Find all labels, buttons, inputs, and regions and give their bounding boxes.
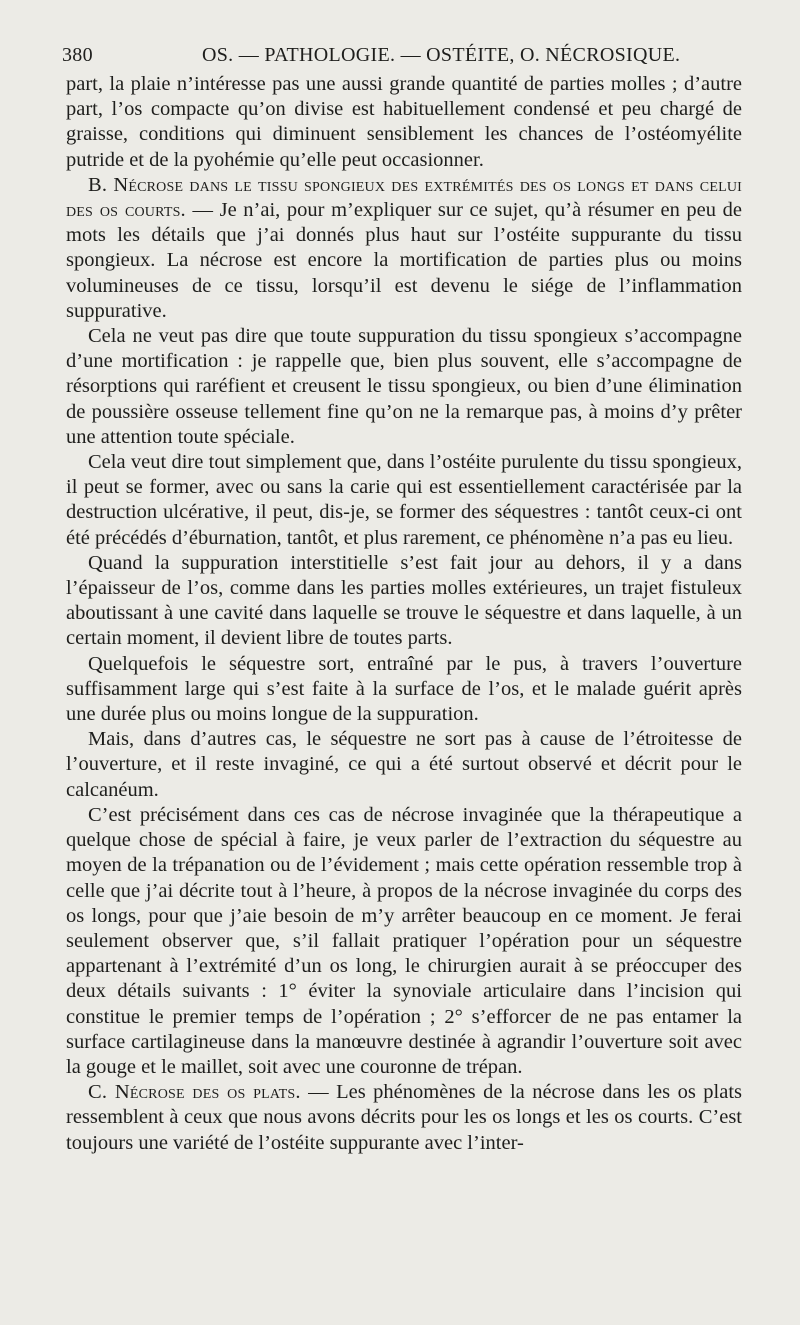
- section-b-paragraph: [66, 173, 742, 324]
- paragraph: Cela veut dire tout simplement que, dans l’ostéite purulente du tissu spongieux, il peut se former, avec ou sans la carie qui est essentiellement caractérisée par la destruction ulcérative, il peut, dis-je, se former des séquestres : tantôt ceux-ci ont été précédés d’éburnation, tantôt, et plus rarement, ce phénomène n’a pas eu lieu.: [66, 451, 742, 549]
- body-text: [66, 72, 742, 1156]
- paragraph: Quand la suppuration interstitielle s’est fait jour au dehors, il y a dans l’épaisseur de l’os, comme dans les parties molles extérieures, un trajet fistuleux aboutissant à une cavité dans laquelle se trouve le séquestre et dans laquelle, à un certain moment, il devient libre de toutes parts.: [66, 551, 742, 650]
- running-head: OS. — PATHOLOGIE. — OSTÉITE, O. NÉCROSIQUE.: [202, 44, 681, 66]
- paragraph: Quelquefois le séquestre sort, entraîné par le pus, à travers l’ouverture suffisamment large qui s’est faite à la surface de l’os, et le malade guérit après une durée plus ou moins longue de la suppuration.: [66, 652, 742, 726]
- section-c-text: — Les phénomènes de la nécrose dans les os plats ressemblent à ceux que nous avons décrits pour les os longs et les os courts. C’est toujours une variété de l’ostéite suppurante avec l’inter-: [66, 1081, 742, 1154]
- paragraph: C’est précisément dans ces cas de nécrose invaginée que la thérapeutique a quelque chose de spécial à faire, je veux parler de l’extraction du séquestre au moyen de la trépanation ou de l’évidement ; mais cette opération ressemble trop à celle que j’ai décrite tout à l’heure, à propos de la nécrose invaginée du corps des os longs, pour que j’aie besoin de m’y arrêter beaucoup en ce moment. Je ferai seulement observer que, s’il fallait pratiquer l’opération pour un séquestre appartenant à l’extrémité d’un os long, le chirurgien aurait à se préoccuper des deux détails suivants : 1° éviter la synoviale articulaire dans l’incision qui constitue le premier temps de l’opération ; 2° s’efforcer de ne pas entamer la surface cartilagineuse dans la manœuvre destinée à agrandir l’ouverture soit avec la gouge et le maillet, soit avec une couronne de trépan.: [66, 803, 742, 1078]
- section-b-text: — Je n’ai, pour m’expliquer sur ce sujet, qu’à résumer en peu de mots les détails que j’ai donnés plus haut sur l’ostéite suppurante du tissu spongieux. La nécrose est encore la mortification de parties plus ou moins volumineuses de ce tissu, lorsqu’il est devenu le siége de l’inflammation suppurative.: [66, 199, 742, 322]
- section-c-heading: C. Nécrose des os plats.: [88, 1081, 301, 1104]
- page-number: 380: [62, 44, 93, 66]
- paragraph: Cela ne veut pas dire que toute suppuration du tissu spongieux s’accompagne d’une mortification : je rappelle que, bien plus souvent, elle s’accompagne de résorptions qui raréfient et creusent le tissu spongieux, ou bien d’une élimination de poussière osseuse tellement fine qu’on ne la remarque pas, à moins d’y prêter une attention toute spéciale.: [66, 325, 742, 448]
- section-c-paragraph: [66, 1080, 742, 1156]
- page-header: [62, 40, 742, 70]
- paragraph: Mais, dans d’autres cas, le séquestre ne sort pas à cause de l’étroitesse de l’ouverture, et il reste invaginé, ce qui a été surtout observé et décrit pour le calcanéum.: [66, 728, 742, 801]
- paragraph-continuation: part, la plaie n’intéresse pas une aussi grande quantité de parties molles ; d’autre part, l’os compacte qu’on divise est habituellement condensé et peu chargé de graisse, conditions qui diminuent sensiblement les chances de l’ostéomyélite putride et de la pyohémie qu’elle peut occasionner.: [66, 73, 742, 171]
- section-b-heading: B. Nécrose dans le tissu spongieux des extrémités des os longs et dans celui des os courts.: [66, 173, 742, 222]
